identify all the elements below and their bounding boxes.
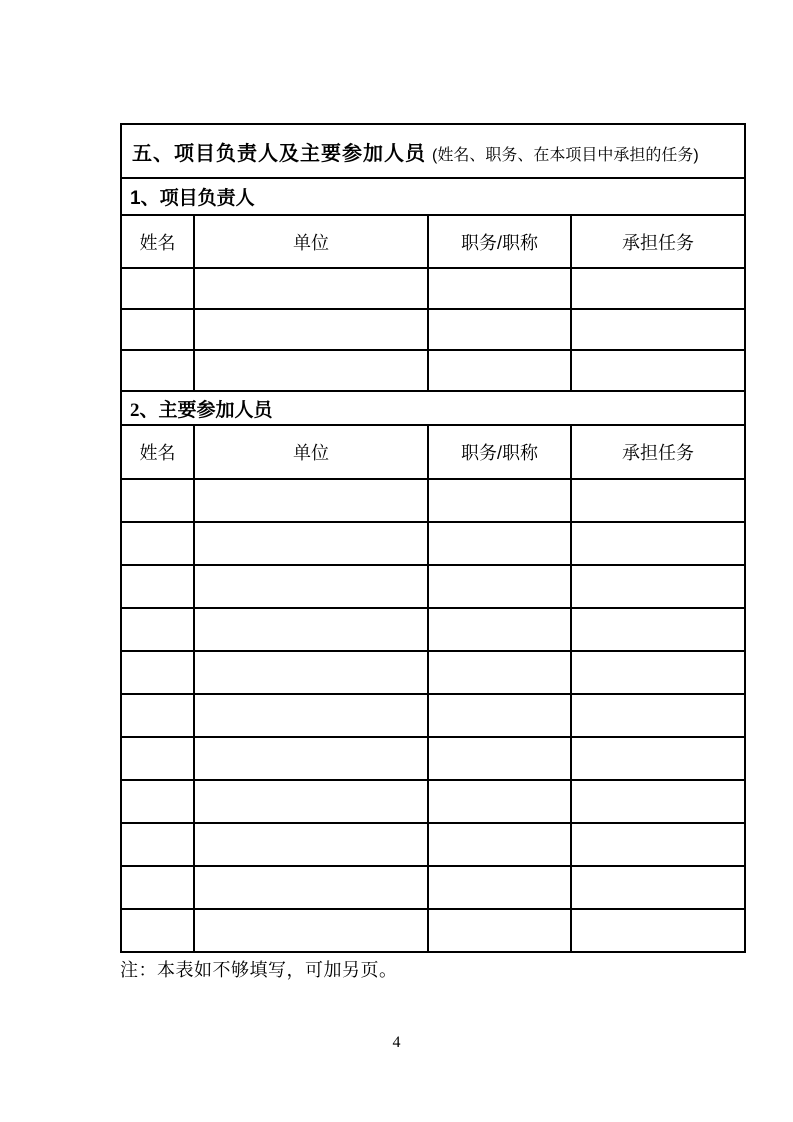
empty-cell	[194, 565, 428, 608]
column-header-unit: 单位	[194, 425, 428, 479]
empty-cell	[571, 866, 745, 909]
empty-cell	[571, 268, 745, 309]
table-row	[121, 823, 745, 866]
column-header-position: 职务/职称	[428, 425, 571, 479]
empty-cell	[428, 479, 571, 522]
section-2-header-row	[121, 425, 745, 479]
empty-cell	[194, 823, 428, 866]
empty-cell	[428, 866, 571, 909]
empty-cell	[121, 268, 194, 309]
empty-cell	[428, 522, 571, 565]
empty-cell	[194, 909, 428, 952]
empty-cell	[571, 309, 745, 350]
empty-cell	[194, 694, 428, 737]
table-title-cell	[121, 124, 745, 178]
empty-cell	[121, 823, 194, 866]
empty-cell	[571, 737, 745, 780]
empty-cell	[194, 479, 428, 522]
section-2-label-row	[121, 391, 745, 425]
empty-cell	[194, 608, 428, 651]
empty-cell	[428, 909, 571, 952]
empty-cell	[571, 522, 745, 565]
section-2-label: 2、主要参加人员	[121, 391, 745, 425]
section-2-body	[121, 479, 745, 952]
empty-cell	[428, 268, 571, 309]
personnel-table	[120, 123, 746, 953]
empty-cell	[194, 866, 428, 909]
empty-cell	[571, 694, 745, 737]
empty-cell	[571, 565, 745, 608]
section-1-header-row	[121, 215, 745, 268]
empty-cell	[121, 565, 194, 608]
column-header-position: 职务/职称	[428, 215, 571, 268]
empty-cell	[571, 608, 745, 651]
column-header-task: 承担任务	[571, 425, 745, 479]
table-row	[121, 694, 745, 737]
empty-cell	[428, 565, 571, 608]
empty-cell	[194, 651, 428, 694]
column-header-name: 姓名	[121, 215, 194, 268]
empty-cell	[194, 268, 428, 309]
empty-cell	[428, 651, 571, 694]
page-number: 4	[392, 1034, 401, 1051]
empty-cell	[121, 350, 194, 391]
empty-cell	[121, 909, 194, 952]
empty-cell	[121, 780, 194, 823]
column-header-unit: 单位	[194, 215, 428, 268]
empty-cell	[571, 350, 745, 391]
section-1-label: 1、项目负责人	[121, 178, 745, 215]
empty-cell	[121, 866, 194, 909]
empty-cell	[194, 737, 428, 780]
section-1-label-row	[121, 178, 745, 215]
column-header-task: 承担任务	[571, 215, 745, 268]
empty-cell	[121, 694, 194, 737]
empty-cell	[428, 350, 571, 391]
section-1-body	[121, 268, 745, 391]
table-row	[121, 565, 745, 608]
table-title: 五、项目负责人及主要参加人员	[132, 142, 426, 165]
empty-cell	[121, 608, 194, 651]
empty-cell	[194, 522, 428, 565]
empty-cell	[571, 823, 745, 866]
column-header-name: 姓名	[121, 425, 194, 479]
empty-cell	[571, 651, 745, 694]
table-row	[121, 780, 745, 823]
empty-cell	[121, 737, 194, 780]
table-row	[121, 608, 745, 651]
table-row	[121, 909, 745, 952]
table-title-hint: (姓名、职务、在本项目中承担的任务)	[432, 146, 699, 164]
table-row	[121, 522, 745, 565]
empty-cell	[428, 608, 571, 651]
empty-cell	[121, 309, 194, 350]
empty-cell	[428, 737, 571, 780]
empty-cell	[194, 350, 428, 391]
empty-cell	[121, 479, 194, 522]
empty-cell	[194, 309, 428, 350]
footnote: 注：本表如不够填写，可加另页。	[120, 960, 398, 980]
table-row	[121, 866, 745, 909]
table-row	[121, 350, 745, 391]
empty-cell	[428, 823, 571, 866]
empty-cell	[571, 780, 745, 823]
table-row	[121, 309, 745, 350]
table-title-row	[121, 124, 745, 178]
empty-cell	[571, 909, 745, 952]
empty-cell	[571, 479, 745, 522]
empty-cell	[121, 651, 194, 694]
empty-cell	[428, 780, 571, 823]
table-row	[121, 651, 745, 694]
table-row	[121, 737, 745, 780]
empty-cell	[428, 694, 571, 737]
table-row	[121, 479, 745, 522]
empty-cell	[121, 522, 194, 565]
empty-cell	[194, 780, 428, 823]
table-row	[121, 268, 745, 309]
empty-cell	[428, 309, 571, 350]
